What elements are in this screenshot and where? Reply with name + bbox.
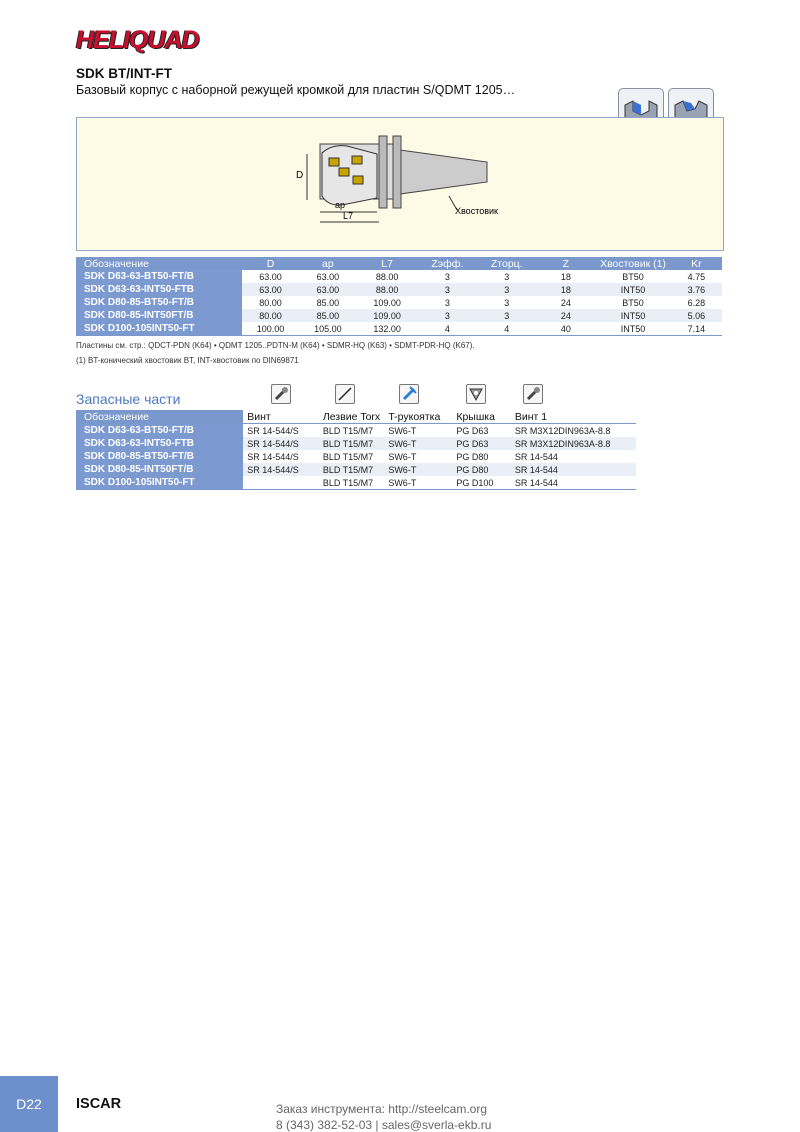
col-designation: Обозначение <box>76 257 242 270</box>
cell-cover: PG D63 <box>456 425 489 436</box>
cell-t-handle: SW6-T <box>388 425 417 436</box>
brand-name: ISCAR <box>76 1096 122 1112</box>
cell-d: 100.00 <box>256 323 285 334</box>
cell-kr: 6.28 <box>687 297 706 308</box>
cell-t-handle: SW6-T <box>388 451 417 462</box>
cell-d: 80.00 <box>242 309 299 322</box>
cell-z: 24 <box>536 309 595 322</box>
table-row <box>76 270 722 283</box>
tool-specs-table <box>76 257 722 336</box>
inserts-reference-note: Пластины см. стр.: QDCT-PDN (K64) • QDMT 1205..PDTN-M (K64) • SDMR-HQ (K63) • SDMT-PDR-HQ (K67). <box>76 341 475 350</box>
contacts-line: 8 (343) 382-52-03 | sales@sverla-ekb.ru <box>276 1118 492 1132</box>
col-blade: Лезвие Torx <box>319 410 385 424</box>
shank-footnote: (1) BT-конический хвостовик BT, INT-хвостовик по DIN69871 <box>76 356 299 365</box>
dimension-l7-label: L7 <box>343 211 354 221</box>
cell-blade: BLD T15/M7 <box>322 425 374 436</box>
cell-ap: 85.00 <box>299 309 356 322</box>
dimension-d-label: D <box>296 170 304 181</box>
cell-shank: INT50 <box>595 283 670 296</box>
cell-kr: 7.14 <box>687 323 706 334</box>
cell-l7: 88.00 <box>375 271 399 282</box>
cell-zeff: 3 <box>418 283 477 296</box>
col-l7: L7 <box>356 257 417 270</box>
cell-l7: 132.00 <box>373 323 401 334</box>
cell-blade: BLD T15/M7 <box>322 451 374 462</box>
cell-z: 18 <box>536 283 595 296</box>
row-designation: SDK D100-105INT50-FT <box>76 476 243 490</box>
page-subtitle: Базовый корпус с наборной режущей кромкой для пластин S/QDMT 1205… <box>76 83 516 97</box>
col-screw: Винт <box>243 410 319 424</box>
dimension-ap-label: ap <box>335 200 346 210</box>
cell-screw <box>243 476 319 490</box>
table-row <box>76 463 636 476</box>
cell-screw-1: SR M3X12DIN963A-8.8 <box>511 437 636 450</box>
row-designation: SDK D63-63-BT50-FT/B <box>76 424 243 438</box>
cell-t-handle: SW6-T <box>388 477 417 488</box>
table-row <box>76 476 636 490</box>
cover-icon <box>466 384 486 404</box>
col-zface: Zторц. <box>477 257 536 270</box>
row-designation: SDK D100-105INT50-FT <box>76 322 242 336</box>
cell-shank: INT50 <box>595 309 670 322</box>
cell-ap: 105.00 <box>314 323 342 334</box>
cell-shank: BT50 <box>622 297 644 308</box>
cell-screw: SR 14-544/S <box>243 463 319 476</box>
table-row <box>76 450 636 463</box>
page-title: SDK BT/INT-FT <box>76 66 172 81</box>
order-line: Заказ инструмента: http://steelcam.org <box>276 1102 488 1116</box>
row-designation: SDK D63-63-INT50-FTB <box>76 437 243 450</box>
blade-icon <box>335 384 355 404</box>
cell-zface: 3 <box>504 271 510 282</box>
tool-drawing-panel <box>76 117 724 251</box>
cell-screw-1: SR M3X12DIN963A-8.8 <box>514 425 611 436</box>
cell-zface: 3 <box>504 297 510 308</box>
table-row <box>76 309 722 322</box>
row-designation: SDK D63-63-INT50-FTB <box>76 283 242 296</box>
t-handle-icon <box>399 384 419 404</box>
cell-d: 63.00 <box>259 271 282 282</box>
table-row <box>76 322 722 336</box>
cell-screw: SR 14-544/S <box>243 437 319 450</box>
cell-kr: 3.76 <box>671 283 722 296</box>
cell-shank: BT50 <box>622 271 644 282</box>
row-designation: SDK D63-63-BT50-FT/B <box>76 270 242 283</box>
cell-screw-1: SR 14-544 <box>514 477 558 488</box>
col-shank: Хвостовик (1) <box>595 257 670 270</box>
cell-l7: 109.00 <box>373 297 401 308</box>
cell-t-handle: SW6-T <box>384 437 452 450</box>
col-zeff: Zэфф. <box>418 257 477 270</box>
cell-screw-1: SR 14-544 <box>511 463 636 476</box>
row-designation: SDK D80-85-INT50FT/B <box>76 463 243 476</box>
table-row <box>76 424 636 438</box>
col-kr: Kr <box>671 257 722 270</box>
table-row <box>76 296 722 309</box>
spare-parts-title: Запасные части <box>76 391 181 407</box>
cell-blade: BLD T15/M7 <box>319 437 385 450</box>
cell-ap: 63.00 <box>299 283 356 296</box>
cell-zeff: 3 <box>418 309 477 322</box>
screw-icon <box>523 384 543 404</box>
row-designation: SDK D80-85-BT50-FT/B <box>76 450 243 463</box>
heliquad-logo: HELIQUAD <box>76 26 199 54</box>
col-screw-1: Винт 1 <box>511 410 636 424</box>
cell-screw: SR 14-544/S <box>247 451 299 462</box>
cell-cover: PG D80 <box>456 451 489 462</box>
cell-t-handle: SW6-T <box>384 463 452 476</box>
page-number: D22 <box>16 1096 42 1112</box>
cell-zeff: 3 <box>444 297 450 308</box>
col-cover: Крышка <box>452 410 511 424</box>
cell-d: 63.00 <box>242 283 299 296</box>
cell-shank: INT50 <box>620 323 646 334</box>
cell-blade: BLD T15/M7 <box>322 477 374 488</box>
cell-kr: 5.06 <box>671 309 722 322</box>
col-z: Z <box>536 257 595 270</box>
cell-ap: 85.00 <box>316 297 340 308</box>
cell-blade: BLD T15/M7 <box>319 463 385 476</box>
cell-cover: PG D80 <box>452 463 511 476</box>
screw-icon <box>271 384 291 404</box>
row-designation: SDK D80-85-INT50FT/B <box>76 309 242 322</box>
cell-l7: 88.00 <box>356 283 417 296</box>
cell-zeff: 4 <box>444 323 450 334</box>
shank-label: Хвостовик <box>455 206 498 216</box>
col-ap: ap <box>299 257 356 270</box>
row-designation: SDK D80-85-BT50-FT/B <box>76 296 242 309</box>
cell-ap: 63.00 <box>316 271 340 282</box>
cell-zface: 3 <box>477 283 536 296</box>
col-d: D <box>242 257 299 270</box>
cell-cover: PG D100 <box>456 477 494 488</box>
table-header-row <box>76 257 722 270</box>
cell-z: 40 <box>560 323 571 334</box>
table-row <box>76 283 722 296</box>
table-header-row <box>76 410 636 424</box>
cell-z: 24 <box>560 297 571 308</box>
cell-zeff: 3 <box>444 271 450 282</box>
cell-kr: 4.75 <box>687 271 706 282</box>
col-designation: Обозначение <box>76 410 243 424</box>
table-row <box>76 437 636 450</box>
cell-d: 80.00 <box>259 297 282 308</box>
page-number-tab <box>0 1076 58 1132</box>
cell-l7: 109.00 <box>356 309 417 322</box>
cell-z: 18 <box>560 271 571 282</box>
cell-zface: 3 <box>477 309 536 322</box>
cell-zface: 4 <box>504 323 510 334</box>
cell-screw: SR 14-544/S <box>247 425 299 436</box>
cell-screw-1: SR 14-544 <box>514 451 558 462</box>
tool-drawing <box>77 118 723 250</box>
spare-parts-table <box>76 410 636 490</box>
col-t-handle: T-рукоятка <box>384 410 452 424</box>
cell-cover: PG D63 <box>452 437 511 450</box>
